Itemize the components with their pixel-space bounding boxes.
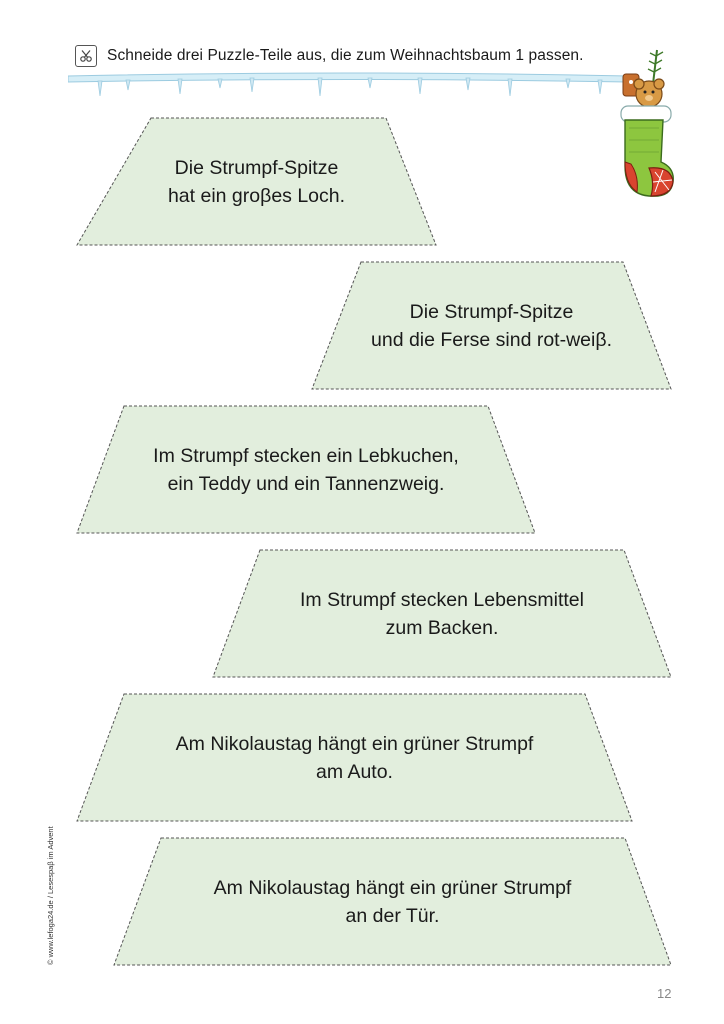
- puzzle-line-1: Im Strumpf stecken ein Lebkuchen,: [153, 444, 459, 467]
- puzzle-piece-text: [113, 837, 672, 966]
- puzzle-piece-text: [311, 261, 672, 390]
- puzzle-piece[interactable]: [76, 693, 633, 822]
- puzzle-line-2: und die Ferse sind rot-weiβ.: [371, 328, 612, 351]
- puzzle-piece-text: [76, 117, 437, 246]
- puzzle-line-2: ein Teddy und ein Tannenzweig.: [167, 472, 445, 495]
- puzzle-line-2: zum Backen.: [385, 616, 499, 639]
- stocking-illustration: [605, 44, 685, 204]
- puzzle-piece-text: [212, 549, 672, 678]
- puzzle-piece-text: [76, 405, 536, 534]
- puzzle-line-2: hat ein groβes Loch.: [167, 184, 346, 207]
- puzzle-line-1: Am Nikolaustag hängt ein grüner Strumpf: [213, 876, 572, 899]
- icicle-decoration: [68, 66, 628, 102]
- puzzle-line-2: am Auto.: [316, 760, 393, 783]
- puzzle-line-1: Die Strumpf-Spitze: [174, 156, 339, 179]
- puzzle-piece[interactable]: [212, 549, 672, 678]
- instruction-text: Schneide drei Puzzle-Teile aus, die zum Weihnachtsbaum 1 passen.: [107, 47, 584, 64]
- puzzle-piece[interactable]: [311, 261, 672, 390]
- puzzle-line-1: Am Nikolaustag hängt ein grüner Strumpf: [175, 732, 534, 755]
- puzzle-line-1: Im Strumpf stecken Lebensmittel: [300, 588, 584, 611]
- puzzle-piece[interactable]: [76, 405, 536, 534]
- puzzle-piece-text: [76, 693, 633, 822]
- puzzle-line-1: Die Strumpf-Spitze: [409, 300, 574, 323]
- puzzle-line-2: an der Tür.: [345, 904, 440, 927]
- puzzle-piece[interactable]: [113, 837, 672, 966]
- page-number: 12: [657, 986, 672, 1001]
- puzzle-piece[interactable]: [76, 117, 437, 246]
- scissors-icon: [75, 45, 97, 67]
- instruction-row: [75, 44, 584, 68]
- side-credit: © www.lefoga24.de / Lesespaβ im Advent: [46, 826, 55, 965]
